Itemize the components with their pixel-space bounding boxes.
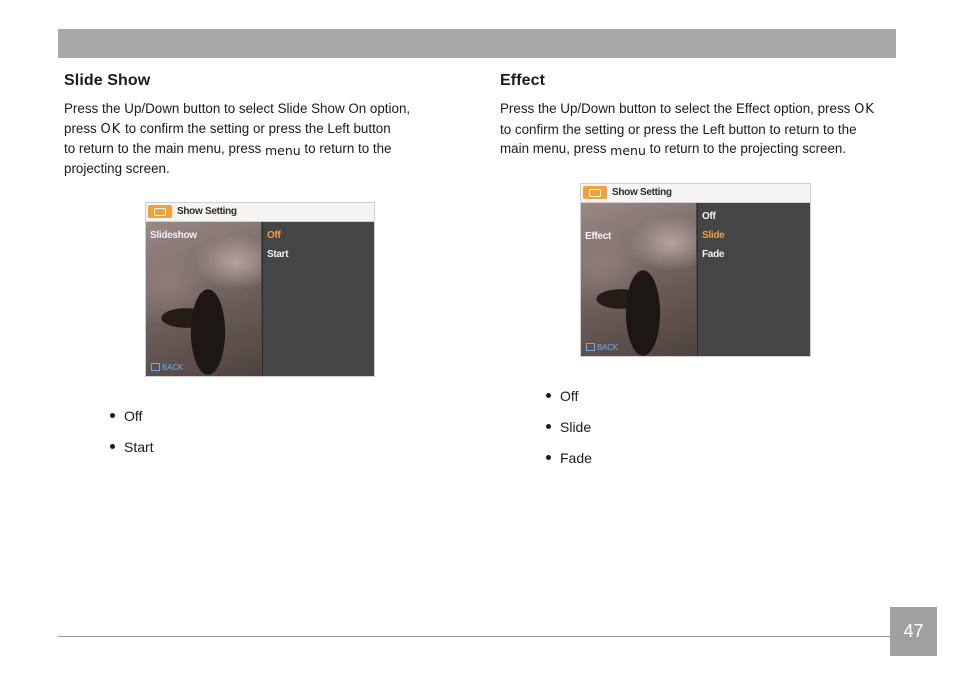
camera-icon bbox=[589, 189, 601, 197]
option-list bbox=[110, 406, 154, 468]
ok-key-label: OK bbox=[100, 121, 122, 137]
header-bar bbox=[58, 29, 896, 58]
option-off: Off bbox=[702, 211, 716, 222]
ok-key-label: OK bbox=[854, 102, 875, 117]
back-icon bbox=[586, 343, 595, 351]
page-number: 47 bbox=[890, 607, 937, 656]
section-heading: Slide Show bbox=[64, 72, 151, 89]
camera-screen-effect bbox=[580, 183, 811, 357]
slide-show-section bbox=[64, 72, 444, 178]
option-off: Off bbox=[267, 230, 281, 241]
list-item bbox=[546, 417, 592, 448]
list-item-label: Fade bbox=[560, 450, 592, 466]
bullet-icon bbox=[110, 413, 115, 418]
desc-line: Press the Up/Down button to select the Effect option, press bbox=[500, 101, 855, 116]
list-item-label: Off bbox=[124, 408, 143, 424]
back-hint bbox=[151, 363, 183, 372]
bullet-icon bbox=[546, 424, 551, 429]
list-item bbox=[546, 448, 592, 479]
menu-key-label: menu bbox=[264, 143, 301, 158]
bullet-icon bbox=[546, 393, 551, 398]
preview-photo bbox=[146, 222, 261, 376]
preview-photo bbox=[581, 203, 696, 356]
screen-header bbox=[146, 203, 374, 222]
section-description bbox=[500, 99, 900, 159]
list-item-label: Start bbox=[124, 439, 154, 455]
playback-tab-icon bbox=[148, 205, 172, 218]
desc-line: to return to the main menu, press bbox=[64, 141, 265, 156]
screen-title: Show Setting bbox=[177, 206, 237, 217]
list-item bbox=[546, 386, 592, 417]
bullet-icon bbox=[110, 444, 115, 449]
camera-icon bbox=[154, 208, 166, 216]
desc-line: to return to the projecting screen. bbox=[645, 141, 847, 156]
screen-header bbox=[581, 184, 810, 203]
option-fade: Fade bbox=[702, 249, 725, 260]
effect-section bbox=[500, 72, 900, 159]
section-description bbox=[64, 99, 444, 178]
setting-label: Effect bbox=[585, 231, 611, 242]
screen-title: Show Setting bbox=[612, 187, 672, 198]
back-label: BACK bbox=[597, 343, 618, 352]
back-label: BACK bbox=[162, 363, 183, 372]
playback-tab-icon bbox=[583, 186, 607, 199]
desc-line: projecting screen. bbox=[64, 160, 170, 176]
desc-line: to confirm the setting or press the Left button to return to the bbox=[500, 121, 857, 137]
footer-divider bbox=[58, 636, 891, 637]
back-hint bbox=[586, 343, 618, 352]
desc-line: to return to the bbox=[300, 141, 392, 156]
desc-line: main menu, press bbox=[500, 141, 611, 156]
menu-key-label: menu bbox=[610, 143, 646, 158]
list-item-label: Slide bbox=[560, 419, 592, 435]
section-heading: Effect bbox=[500, 72, 546, 89]
option-slide: Slide bbox=[702, 230, 725, 241]
options-panel bbox=[262, 222, 374, 376]
option-list bbox=[546, 386, 592, 479]
camera-screen-slideshow bbox=[145, 202, 375, 377]
desc-line: to confirm the setting or press the Left button bbox=[121, 120, 391, 136]
desc-line: press bbox=[64, 120, 101, 136]
option-start: Start bbox=[267, 249, 289, 260]
list-item bbox=[110, 437, 154, 468]
setting-label: Slideshow bbox=[150, 230, 197, 241]
desc-line: Press the Up/Down button to select Slide Show On option, bbox=[64, 101, 411, 116]
bullet-icon bbox=[546, 455, 551, 460]
back-icon bbox=[151, 363, 160, 371]
options-panel bbox=[697, 203, 810, 356]
list-item bbox=[110, 406, 154, 437]
list-item-label: Off bbox=[560, 388, 579, 404]
